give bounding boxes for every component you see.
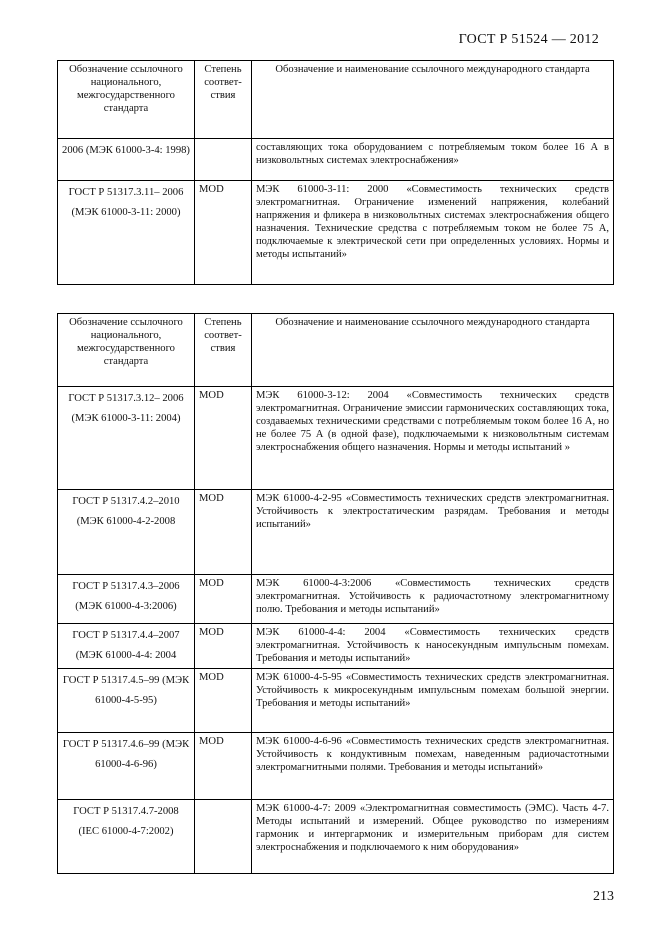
col-header-designation: Обозначение ссылочного национального, межгосударственного стандарта [58,314,195,387]
description-cell: МЭК 61000-4-3:2006 «Совместимость технических средств электромагнитная. Устойчивость к радиочастотному электромагнитному полю. Требования и методы испытаний» [252,575,614,624]
table-row [58,733,614,800]
designation-cell: ГОСТ Р 51317.3.11– 2006 (МЭК 61000-3-11: 2000) [58,181,195,285]
col-header-international: Обозначение и наименование ссылочного международного стандарта [252,314,614,387]
table-header-row [58,61,614,139]
table-row [58,624,614,669]
degree-cell: MOD [195,181,252,285]
designation-cell: ГОСТ Р 51317.4.5–99 (МЭК 61000-4-5-95) [58,669,195,733]
table-row [58,800,614,874]
degree-cell: MOD [195,490,252,575]
description-cell: МЭК 61000-3-11: 2000 «Совместимость технических средств электромагнитная. Ограничение изменений напряжения, колебаний напряжения и фликера в низковольтных системах электроснабжения общего назначения. Технические средства с потребляемым током не более 75 А, подключаемые к электрической сети при определенных условиях. Нормы и методы испытаний» [252,181,614,285]
designation-cell: 2006 (МЭК 61000-3-4: 1998) [58,139,195,181]
designation-cell: ГОСТ Р 51317.4.6–99 (МЭК 61000-4-6-96) [58,733,195,800]
degree-cell: MOD [195,733,252,800]
table-row [58,387,614,490]
degree-cell: MOD [195,669,252,733]
col-header-international: Обозначение и наименование ссылочного международного стандарта [252,61,614,139]
table-row [58,669,614,733]
col-header-degree: Степень соответ-ствия [195,61,252,139]
description-cell: МЭК 61000-4-6-96 «Совместимость технических средств электромагнитная. Устойчивость к кондуктивным помехам, наведенным радиочастотными электромагнитными полями. Требования и методы испытаний» [252,733,614,800]
page-number: 213 [593,889,614,904]
designation-cell: ГОСТ Р 51317.3.12– 2006 (МЭК 61000-3-11: 2004) [58,387,195,490]
table-header-row [58,314,614,387]
table-row [58,139,614,181]
description-cell: МЭК 61000-4-5-95 «Совместимость технических средств электромагнитная. Устойчивость к микросекундным импульсным помехам большой энергии. Требования и методы испытаний» [252,669,614,733]
designation-cell: ГОСТ Р 51317.4.7-2008 (IEC 61000-4-7:2002) [58,800,195,874]
table-row [58,575,614,624]
degree-cell: MOD [195,575,252,624]
col-header-designation: Обозначение ссылочного национального, межгосударственного стандарта [58,61,195,139]
description-cell: МЭК 61000-4-2-95 «Совместимость технических средств электромагнитная. Устойчивость к электростатическим разрядам. Требования и методы испытаний» [252,490,614,575]
running-head: ГОСТ Р 51524 — 2012 [458,32,599,47]
table-row [58,490,614,575]
degree-cell: MOD [195,624,252,669]
description-cell: МЭК 61000-4-4: 2004 «Совместимость технических средств электромагнитная. Устойчивость к наносекундным импульсным помехам. Требования и методы испытаний» [252,624,614,669]
degree-cell [195,139,252,181]
designation-cell: ГОСТ Р 51317.4.4–2007 (МЭК 61000-4-4: 2004 [58,624,195,669]
designation-cell: ГОСТ Р 51317.4.3–2006 (МЭК 61000-4-3:2006) [58,575,195,624]
references-table-continued [57,60,614,285]
degree-cell: MOD [195,387,252,490]
degree-cell [195,800,252,874]
description-cell: МЭК 61000-3-12: 2004 «Совместимость технических средств электромагнитная. Ограничение эмиссии гармонических составляющих тока, создаваемых техническими средствами с потребляемым током более 16 А, но не более 75 А (в одной фазе), подключаемыми к низковольтным системам электроснабжения общего назначения. Нормы и методы испытаний » [252,387,614,490]
designation-cell: ГОСТ Р 51317.4.2–2010 (МЭК 61000-4-2-2008 [58,490,195,575]
description-cell: МЭК 61000-4-7: 2009 «Электромагнитная совместимость (ЭМС). Часть 4-7. Методы испытаний и измерений. Общее руководство по измерениям гармоник и интергармоник и измерительным приборам для систем электроснабжения и подключаемого к ним оборудования» [252,800,614,874]
description-cell: составляющих тока оборудованием с потребляемым током более 16 А в низковольтных системах электроснабжения» [252,139,614,181]
references-table [57,313,614,874]
table-row [58,181,614,285]
col-header-degree: Степень соответ-ствия [195,314,252,387]
